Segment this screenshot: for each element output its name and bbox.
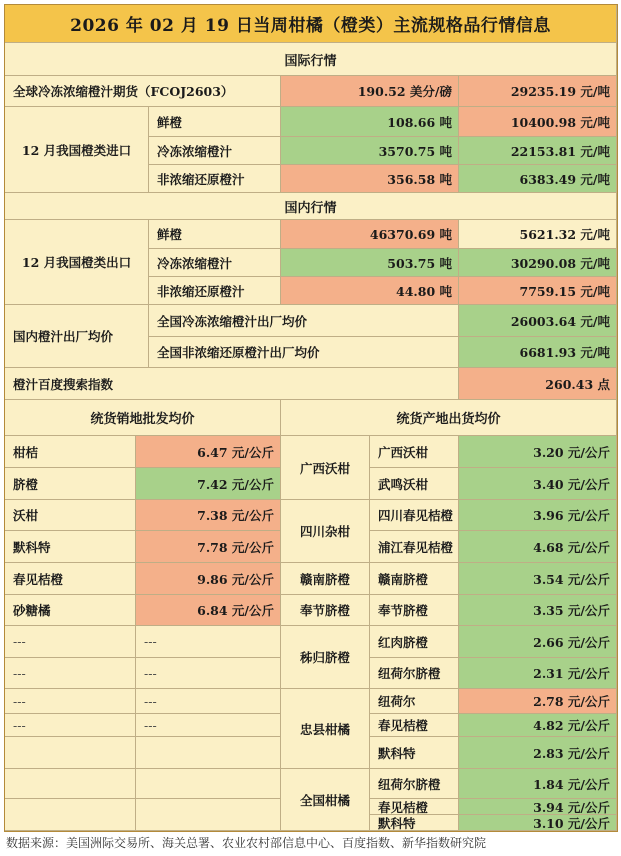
wholesale-header: 统货销地批发均价 (5, 400, 281, 436)
factory-label-fcoj: 全国冷冻浓缩橙汁出厂均价 (149, 305, 459, 337)
futures-label: 全球冷冻浓缩橙汁期货（FCOJ2603） (5, 76, 281, 107)
export-label-nfc: 非浓缩还原橙汁 (149, 277, 281, 305)
wholesale-price: --- (136, 714, 281, 737)
origin-price: 3.54 元/公斤 (459, 563, 617, 595)
wholesale-price: 7.42 元/公斤 (136, 468, 281, 500)
wholesale-price: 7.78 元/公斤 (136, 531, 281, 563)
origin-price: 3.20 元/公斤 (459, 436, 617, 468)
import-group-label: 12 月我国橙类进口 (5, 107, 149, 193)
wholesale-name: --- (5, 658, 136, 689)
wholesale-price: --- (136, 689, 281, 714)
origin-price: 2.83 元/公斤 (459, 737, 617, 769)
wholesale-name (5, 799, 136, 831)
origin-name: 纽荷尔脐橙 (370, 769, 459, 799)
export-qty-nfc: 44.80 吨 (281, 277, 459, 305)
origin-name: 春见桔橙 (370, 714, 459, 737)
import-qty-fcoj: 3570.75 吨 (281, 137, 459, 165)
wholesale-price: 6.47 元/公斤 (136, 436, 281, 468)
export-qty-fcoj: 503.75 吨 (281, 249, 459, 277)
origin-group-zhongxian: 忠县柑橘 (281, 689, 370, 769)
wholesale-price (136, 769, 281, 799)
wholesale-name: --- (5, 626, 136, 658)
import-label-fcoj: 冷冻浓缩橙汁 (149, 137, 281, 165)
wholesale-price: 6.84 元/公斤 (136, 595, 281, 626)
import-qty-fresh: 108.66 吨 (281, 107, 459, 137)
export-price-fcoj: 30290.08 元/吨 (459, 249, 617, 277)
wholesale-name: 春见桔橙 (5, 563, 136, 595)
origin-name: 默科特 (370, 815, 459, 831)
export-qty-fresh: 46370.69 吨 (281, 220, 459, 249)
origin-price: 3.40 元/公斤 (459, 468, 617, 500)
origin-price: 3.35 元/公斤 (459, 595, 617, 626)
origin-group-guangxi: 广西沃柑 (281, 436, 370, 500)
domestic-header: 国内行情 (5, 193, 617, 220)
futures-price-cny: 29235.19 元/吨 (459, 76, 617, 107)
import-price-nfc: 6383.49 元/吨 (459, 165, 617, 193)
origin-price: 1.84 元/公斤 (459, 769, 617, 799)
import-label-fresh: 鲜橙 (149, 107, 281, 137)
wholesale-name (5, 737, 136, 769)
wholesale-name: 砂糖橘 (5, 595, 136, 626)
import-price-fcoj: 22153.81 元/吨 (459, 137, 617, 165)
origin-name: 广西沃柑 (370, 436, 459, 468)
export-price-nfc: 7759.15 元/吨 (459, 277, 617, 305)
price-report-table (4, 4, 618, 832)
origin-group-sichuan: 四川杂柑 (281, 500, 370, 563)
baidu-index-label: 橙汁百度搜索指数 (5, 368, 459, 400)
international-header: 国际行情 (5, 43, 617, 76)
origin-header: 统货产地出货均价 (281, 400, 617, 436)
wholesale-price: --- (136, 626, 281, 658)
futures-price: 190.52 美分/磅 (281, 76, 459, 107)
baidu-index-value: 260.43 点 (459, 368, 617, 400)
wholesale-price: 7.38 元/公斤 (136, 500, 281, 531)
origin-group-zigui: 秭归脐橙 (281, 626, 370, 689)
wholesale-name: 默科特 (5, 531, 136, 563)
origin-name: 红肉脐橙 (370, 626, 459, 658)
origin-price: 2.78 元/公斤 (459, 689, 617, 714)
export-label-fcoj: 冷冻浓缩橙汁 (149, 249, 281, 277)
origin-price: 2.31 元/公斤 (459, 658, 617, 689)
origin-name: 默科特 (370, 737, 459, 769)
origin-group-fengjie: 奉节脐橙 (281, 595, 370, 626)
factory-group-label: 国内橙汁出厂均价 (5, 305, 149, 368)
import-qty-nfc: 356.58 吨 (281, 165, 459, 193)
wholesale-price (136, 737, 281, 769)
origin-name: 武鸣沃柑 (370, 468, 459, 500)
origin-name: 春见桔橙 (370, 799, 459, 815)
wholesale-name: --- (5, 714, 136, 737)
origin-group-gannan: 赣南脐橙 (281, 563, 370, 595)
factory-price-nfc: 6681.93 元/吨 (459, 337, 617, 368)
data-source-note: 数据来源：美国洲际交易所、海关总署、农业农村部信息中心、百度指数、新华指数研究院 (6, 836, 487, 850)
factory-label-nfc: 全国非浓缩还原橙汁出厂均价 (149, 337, 459, 368)
export-label-fresh: 鲜橙 (149, 220, 281, 249)
origin-price: 4.68 元/公斤 (459, 531, 617, 563)
origin-name: 四川春见桔橙 (370, 500, 459, 531)
factory-price-fcoj: 26003.64 元/吨 (459, 305, 617, 337)
export-group-label: 12 月我国橙类出口 (5, 220, 149, 305)
wholesale-name: 沃柑 (5, 500, 136, 531)
wholesale-price: 9.86 元/公斤 (136, 563, 281, 595)
origin-price: 3.94 元/公斤 (459, 799, 617, 815)
wholesale-name (5, 769, 136, 799)
origin-price: 3.10 元/公斤 (459, 815, 617, 831)
origin-price: 2.66 元/公斤 (459, 626, 617, 658)
origin-name: 纽荷尔脐橙 (370, 658, 459, 689)
import-price-fresh: 10400.98 元/吨 (459, 107, 617, 137)
wholesale-price (136, 799, 281, 831)
origin-price: 3.96 元/公斤 (459, 500, 617, 531)
origin-price: 4.82 元/公斤 (459, 714, 617, 737)
report-title: 2026 年 02 月 19 日当周柑橘（橙类）主流规格品行情信息 (5, 5, 617, 43)
origin-name: 赣南脐橙 (370, 563, 459, 595)
wholesale-name: --- (5, 689, 136, 714)
wholesale-name: 脐橙 (5, 468, 136, 500)
origin-name: 纽荷尔 (370, 689, 459, 714)
wholesale-price: --- (136, 658, 281, 689)
origin-group-national: 全国柑橘 (281, 769, 370, 831)
origin-name: 浦江春见桔橙 (370, 531, 459, 563)
origin-name: 奉节脐橙 (370, 595, 459, 626)
export-price-fresh: 5621.32 元/吨 (459, 220, 617, 249)
wholesale-name: 柑桔 (5, 436, 136, 468)
import-label-nfc: 非浓缩还原橙汁 (149, 165, 281, 193)
